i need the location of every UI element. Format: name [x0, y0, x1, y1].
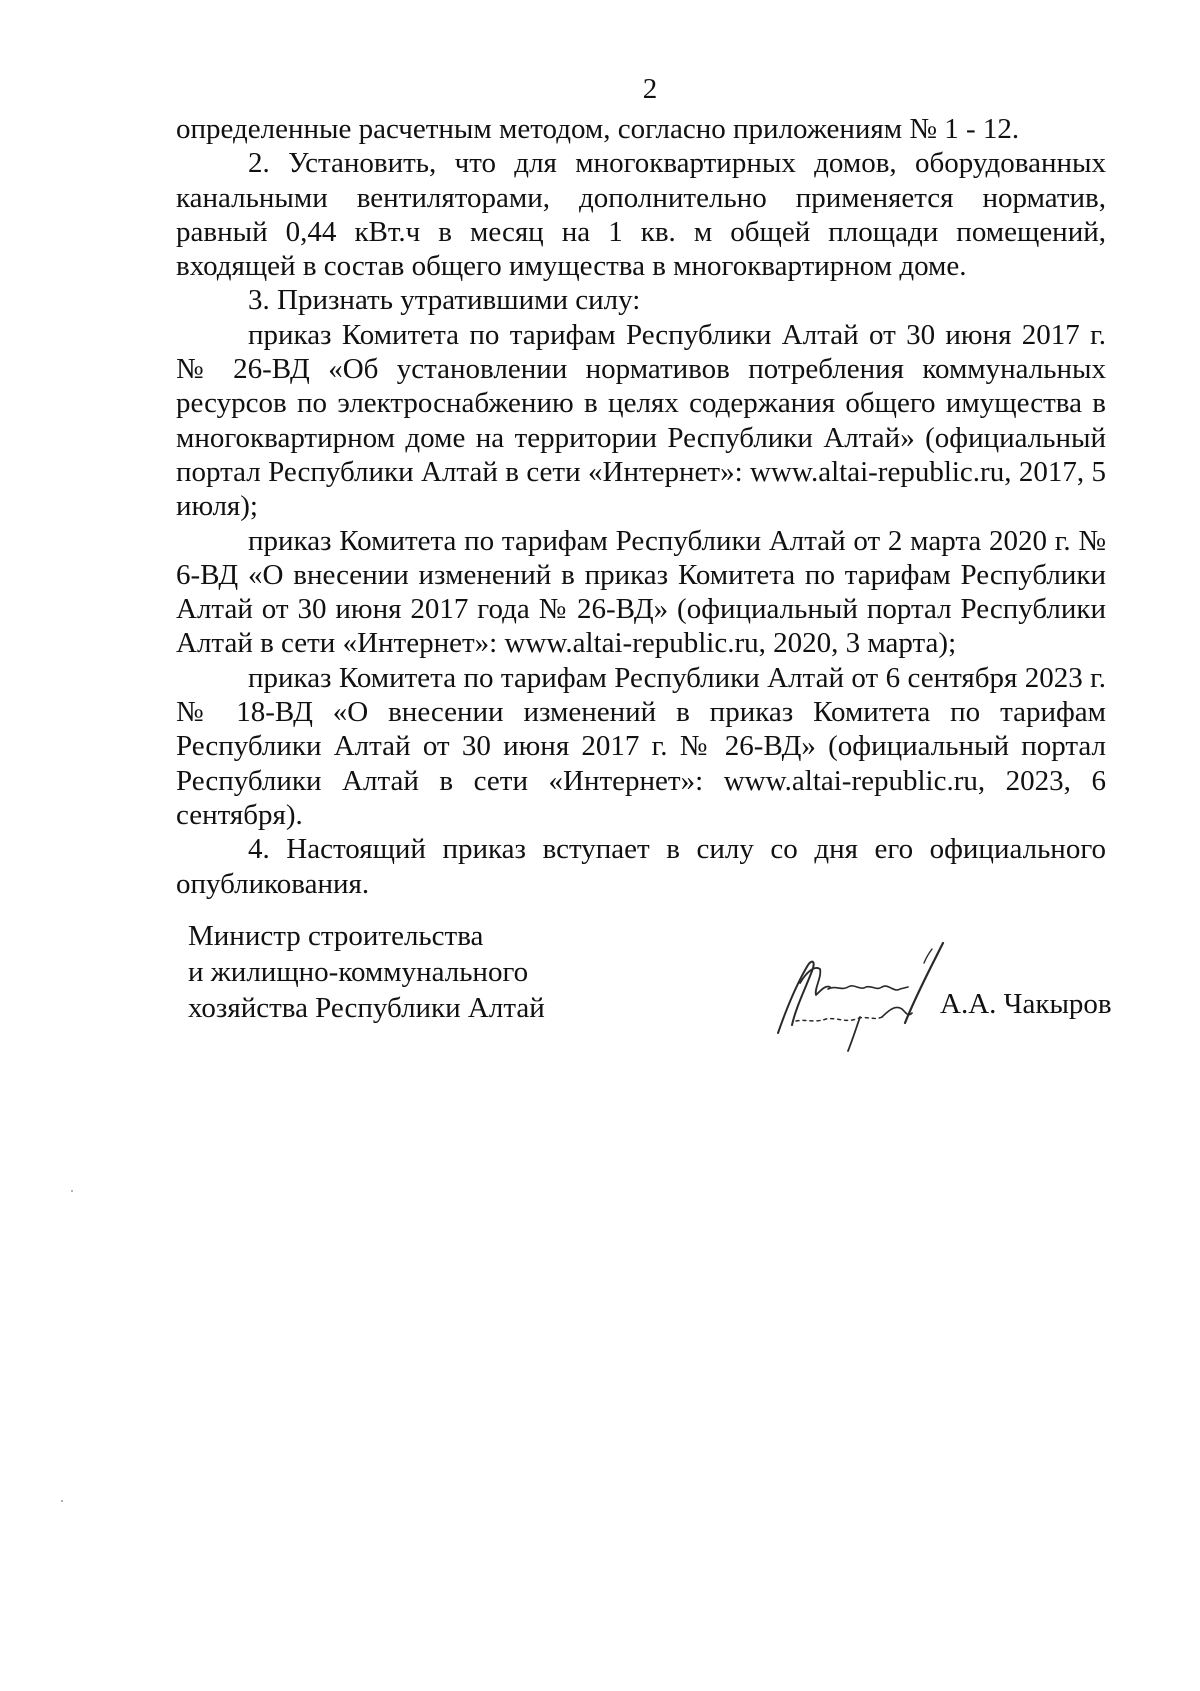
signatory-position [188, 918, 545, 1026]
paragraph-1-continuation: определенные расчетным методом, согласно приложениям № 1 - 12. [176, 113, 1020, 145]
repealed-order-2017: приказ Комитета по тарифам Республики Алтай от 30 июня 2017 г. № 26-ВД «Об установлении нормативов потребления коммунальных ресурсов по электроснабжению в целях содержания общего имущества в многоквартирном доме на территории Республики Алтай» (официальный портал Республики Алтай в сети «Интернет»: www.altai-republic.ru, 2017, 5 июля); [176, 318, 1106, 523]
document-body [176, 112, 1106, 901]
signer-name: А.А. Чакыров [940, 988, 1112, 1020]
signature-stroke [905, 943, 943, 1023]
signature-stroke [924, 949, 932, 963]
position-line-2: и жилищно-коммунального [188, 956, 529, 988]
repealed-order-2023: приказ Комитета по тарифам Республики Алтай от 6 сентября 2023 г. № 18-ВД «О внесении изменений в приказ Комитета по тарифам Республики Алтай от 30 июня 2017 г. № 26-ВД» (официальный портал Республики Алтай в сети «Интернет»: www.altai-republic.ru, 2023, 6 сентября). [176, 661, 1106, 831]
position-line-1: Министр строительства [188, 920, 484, 952]
page-number: 2 [642, 73, 658, 105]
paragraph-2: 2. Установить, что для многоквартирных домов, оборудованных канальными вентиляторами, дополнительно применяется норматив, равный 0,44 кВт.ч в месяц на 1 кв. м общей площади помещений, входящей в состав общего имущества в многоквартирном доме. [176, 147, 1106, 283]
signature-stroke [882, 986, 908, 990]
signature-stroke [848, 1017, 860, 1051]
handwritten-signature [756, 925, 956, 1055]
paragraph-4: 4. Настоящий приказ вступает в силу со дня его официального опубликования. [176, 833, 1106, 900]
position-line-3: хозяйства Республики Алтай [188, 992, 545, 1024]
signature-stroke [828, 986, 882, 989]
scan-speck [61, 1500, 63, 1502]
repealed-order-2020: приказ Комитета по тарифам Республики Алтай от 2 марта 2020 г. № 6-ВД «О внесении изменений в приказ Комитета по тарифам Республики Алтай от 30 июня 2017 года № 26-ВД» (официальный портал Республики Алтай в сети «Интернет»: www.altai-republic.ru, 2020, 3 марта); [176, 524, 1106, 660]
paragraph-3: 3. Признать утратившими силу: [248, 284, 641, 317]
scan-speck [71, 1190, 73, 1192]
signature-stroke [796, 1017, 882, 1021]
